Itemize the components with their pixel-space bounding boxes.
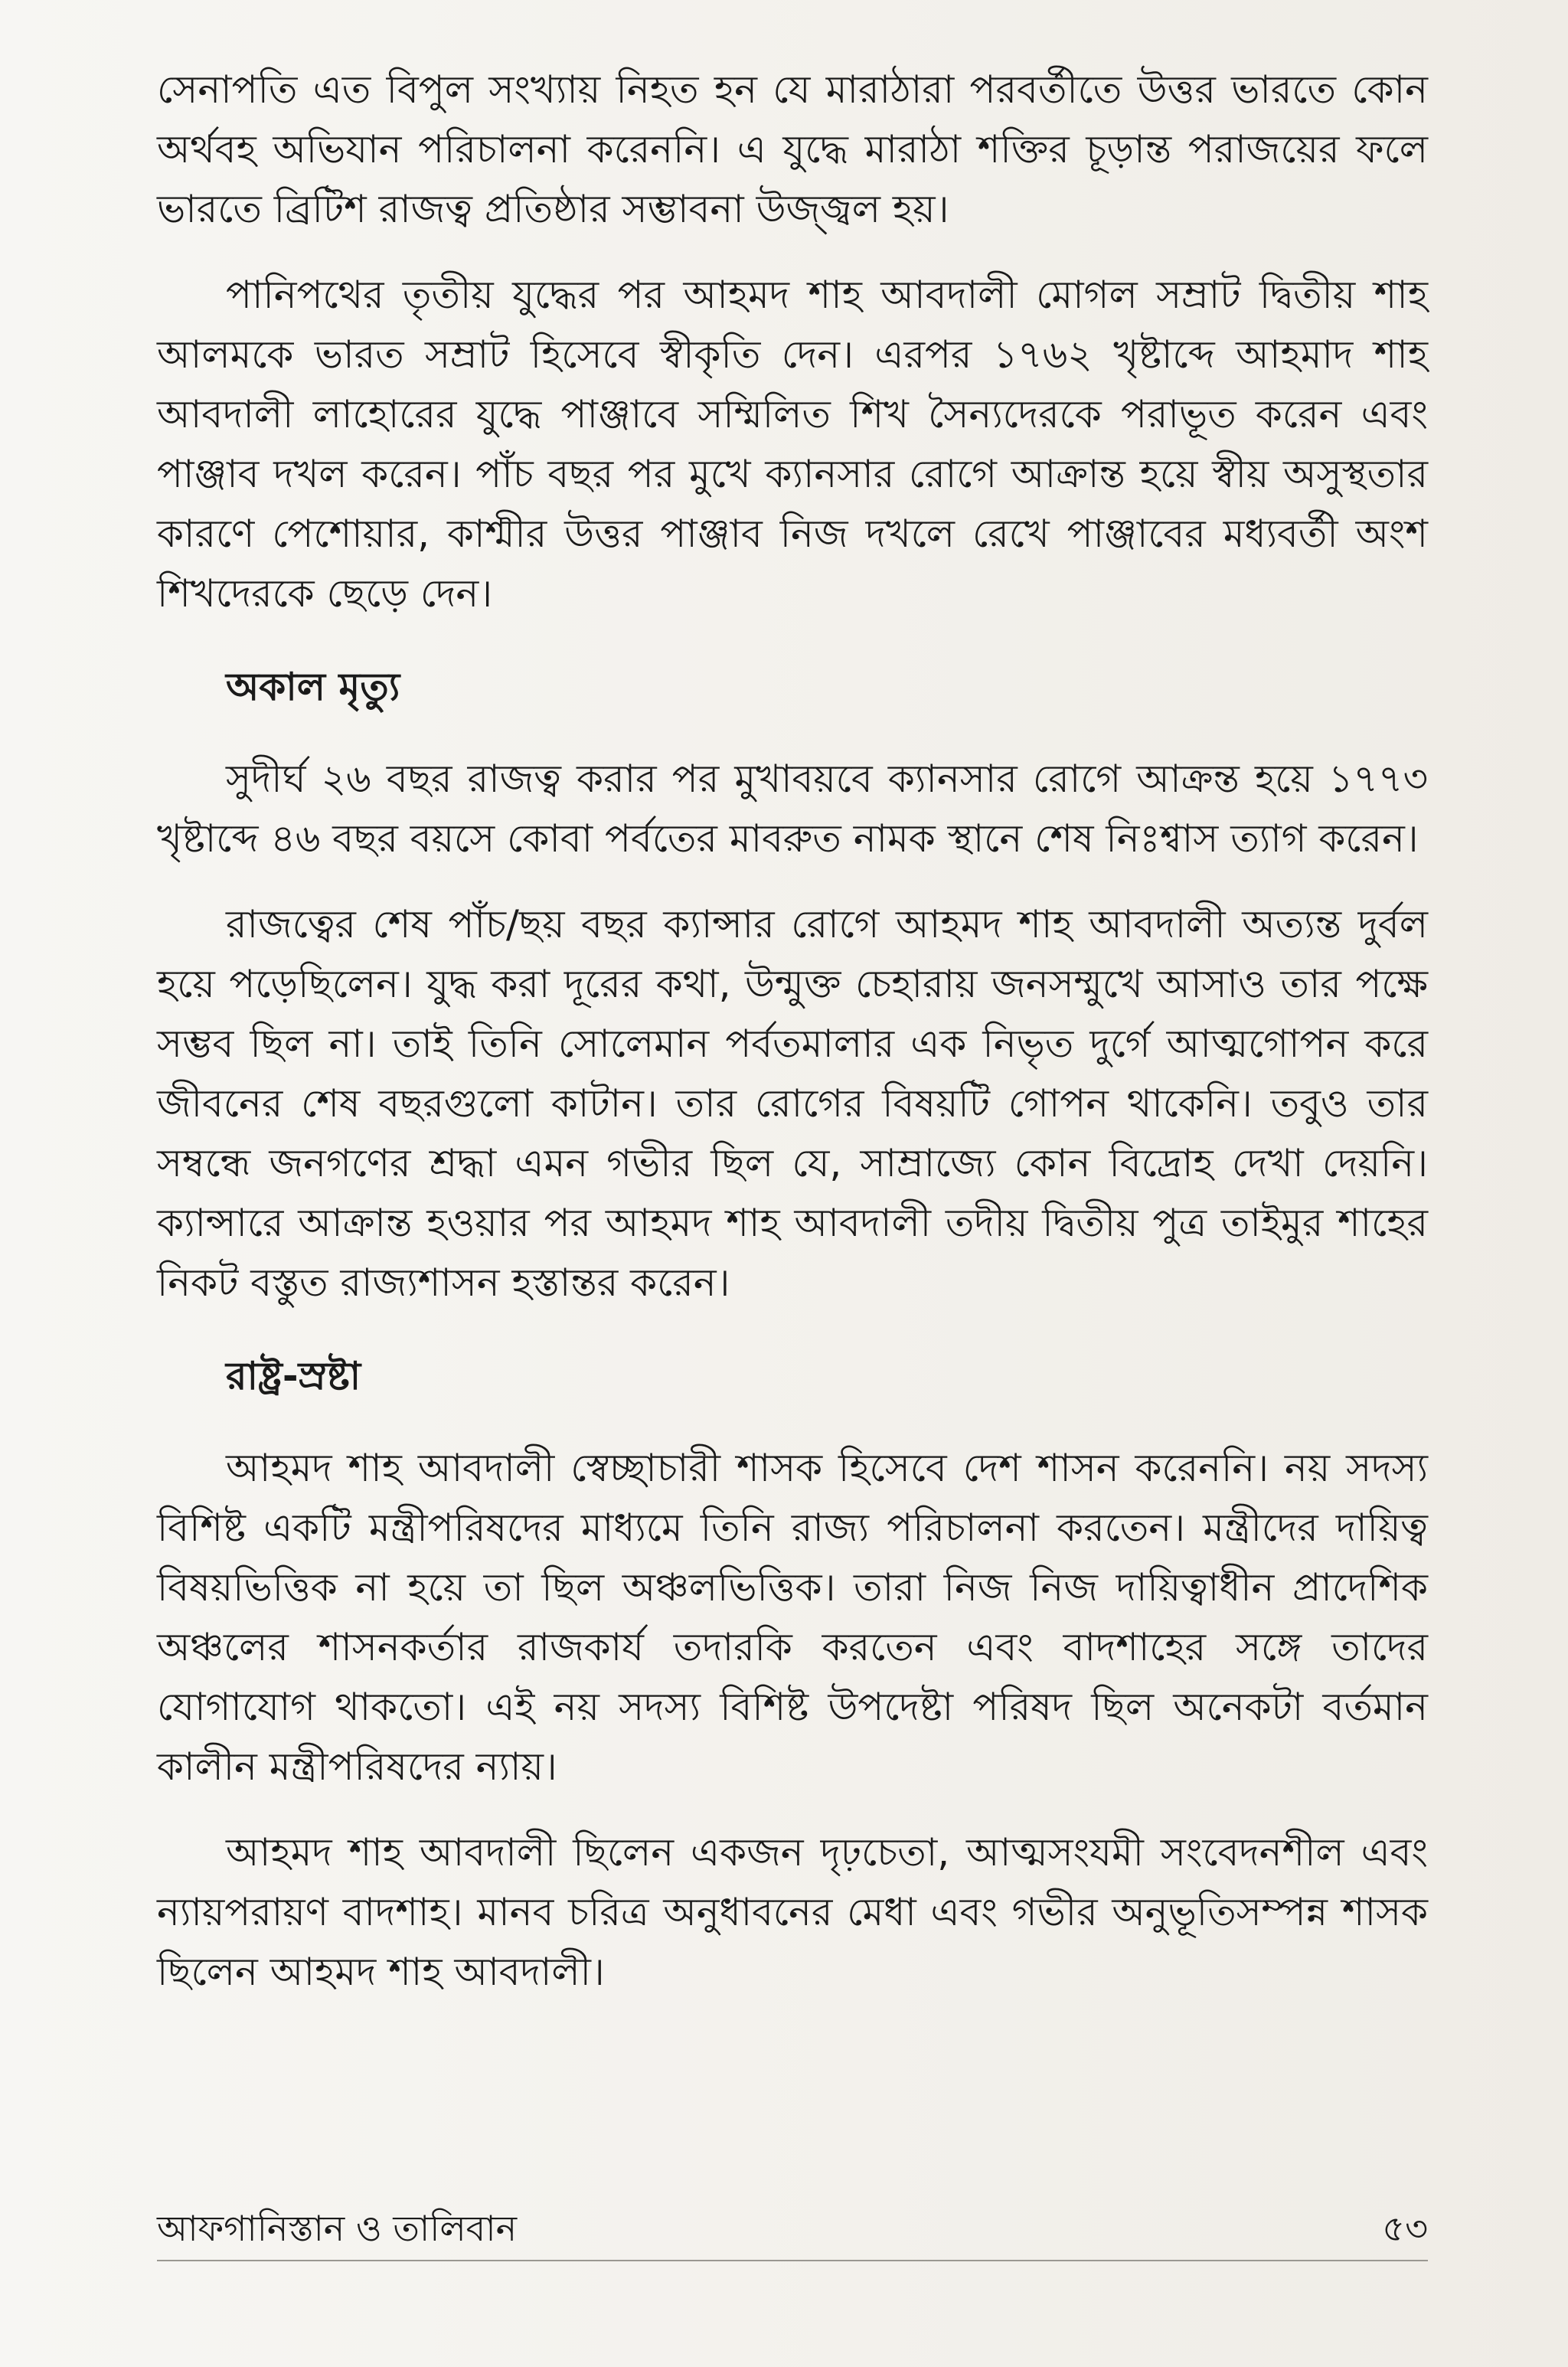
paragraph-character: আহমদ শাহ আবদালী ছিলেন একজন দৃঢ়চেতা, আত্মসংযমী সংবেদনশীল এবং ন্যায়পরায়ণ বাদশাহ। মানব চরিত্র অনুধাবনের মেধা এবং গভীর অনুভূতিসম্পন্ন শাসক ছিলেন আহমদ শাহ আবদালী। [157, 1830, 1428, 1994]
footer-divider [157, 2260, 1428, 2261]
section-heading-untimely-death: অকাল মৃত্যু [226, 665, 400, 709]
paragraph-death: সুদীর্ঘ ২৬ বছর রাজত্ব করার পর মুখাবয়বে ক্যানসার রোগে আক্রন্ত হয়ে ১৭৭৩ খৃষ্টাব্দে ৪৬ বছর বয়সে কোবা পর্বতের মাবরুত নামক স্থানে শেষ নিঃশ্বাস ত্যাগ করেন। [157, 757, 1428, 861]
paragraph-council: আহমদ শাহ আবদালী স্বেচ্ছাচারী শাসক হিসেবে দেশ শাসন করেননি। নয় সদস্য বিশিষ্ট একটি মন্ত্রীপরিষদের মাধ্যমে তিনি রাজ্য পরিচালনা করতেন। মন্ত্রীদের দায়িত্ব বিষয়ভিত্তিক না হয়ে তা ছিল অঞ্চলভিত্তিক। তারা নিজ নিজ দায়িত্বাধীন প্রাদেশিক অঞ্চলের শাসনকর্তার রাজকার্য তদারকি করতেন এবং বাদশাহের সঙ্গে তাদের যোগাযোগ থাকতো। এই নয় সদস্য বিশিষ্ট উপদেষ্টা পরিষদ ছিল অনেকটা বর্তমান কালীন মন্ত্রীপরিষদের ন্যায়। [157, 1446, 1428, 1789]
paragraph-marathas: সেনাপতি এত বিপুল সংখ্যায় নিহত হন যে মারাঠারা পরবর্তীতে উত্তর ভারতে কোন অর্থবহ অভিযান পরিচালনা করেননি। এ যুদ্ধে মারাঠা শক্তির চূড়ান্ত পরাজয়ের ফলে ভারতে ব্রিটিশ রাজত্ব প্রতিষ্ঠার সম্ভাবনা উজ্জ্বল হয়। [157, 67, 1428, 231]
section-heading-state-builder: রাষ্ট্র-স্রষ্টা [226, 1354, 361, 1398]
page-body [157, 60, 1428, 2028]
page-number: ৫৩ [1382, 2208, 1428, 2249]
page-footer [157, 2202, 1428, 2263]
paragraph-panipat-aftermath: পানিপথের তৃতীয় যুদ্ধের পর আহমদ শাহ আবদালী মোগল সম্রাট দ্বিতীয় শাহ আলমকে ভারত সম্রাট হিসেবে স্বীকৃতি দেন। এরপর ১৭৬২ খৃষ্টাব্দে আহমাদ শাহ আবদালী লাহোরের যুদ্ধে পাঞ্জাবে সম্মিলিত শিখ সৈন্যদেরকে পরাভূত করেন এবং পাঞ্জাব দখল করেন। পাঁচ বছর পর মুখে ক্যানসার রোগে আক্রান্ত হয়ে স্বীয় অসুস্থতার কারণে পেশোয়ার, কাশ্মীর উত্তর পাঞ্জাব নিজ দখলে রেখে পাঞ্জাবের মধ্যবর্তী অংশ শিখদেরকে ছেড়ে দেন। [157, 273, 1428, 616]
paragraph-illness: রাজত্বের শেষ পাঁচ/ছয় বছর ক্যান্সার রোগে আহমদ শাহ আবদালী অত্যন্ত দুর্বল হয়ে পড়েছিলেন। যুদ্ধ করা দূরের কথা, উন্মুক্ত চেহারায় জনসম্মুখে আসাও তার পক্ষে সম্ভব ছিল না। তাই তিনি সোলেমান পর্বতমালার এক নিভৃত দুর্গে আত্মগোপন করে জীবনের শেষ বছরগুলো কাটান। তার রোগের বিষয়টি গোপন থাকেনি। তবুও তার সম্বন্ধে জনগণের শ্রদ্ধা এমন গভীর ছিল যে, সাম্রাজ্যে কোন বিদ্রোহ দেখা দেয়নি। ক্যান্সারে আক্রান্ত হওয়ার পর আহমদ শাহ আবদালী তদীয় দ্বিতীয় পুত্র তাইমুর শাহের নিকট বস্তুত রাজ্যশাসন হস্তান্তর করেন। [157, 902, 1428, 1305]
book-title: আফগানিস্তান ও তালিবান [157, 2208, 518, 2249]
